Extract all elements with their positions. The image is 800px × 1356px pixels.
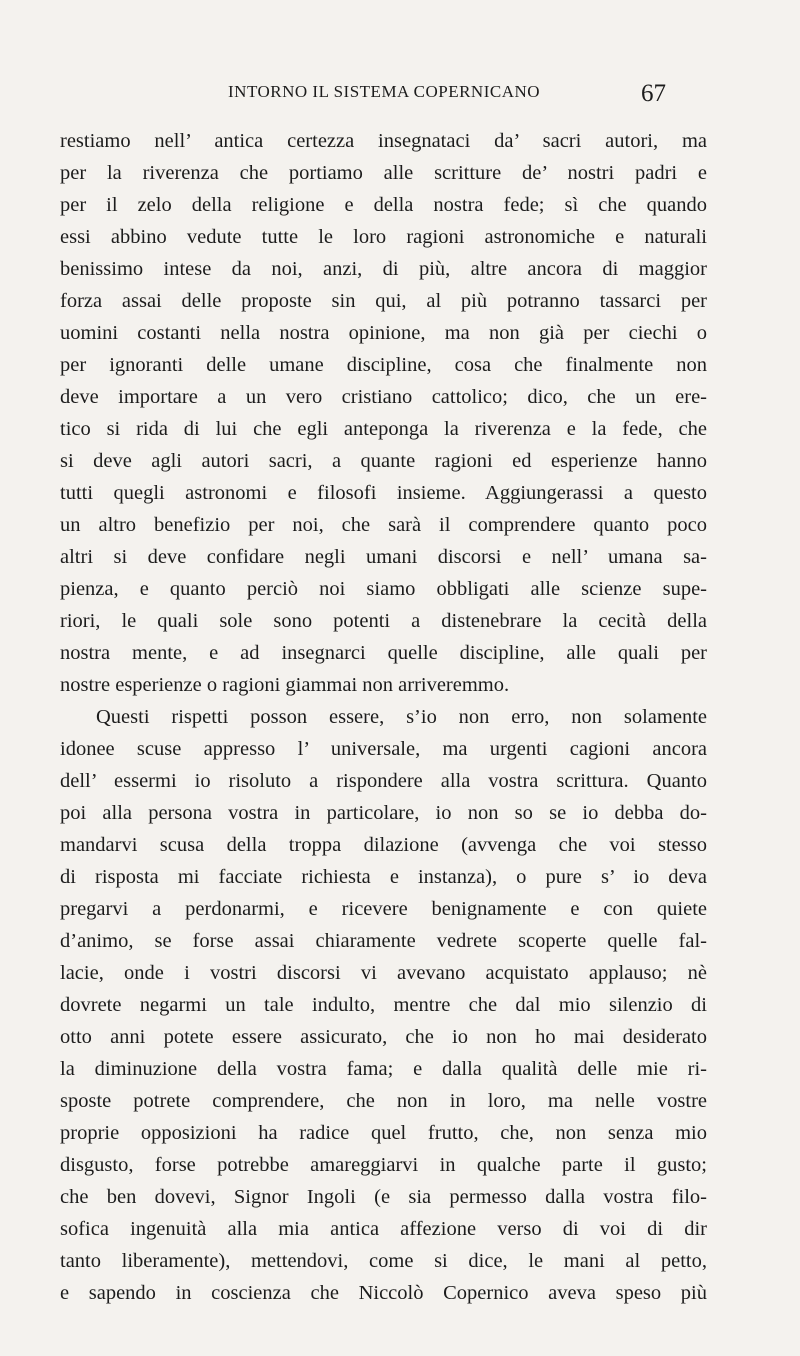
text-line: deve importare a un vero cristiano cattolico; dico, che un ere- [60,386,707,408]
text-line: per la riverenza che portiamo alle scritture de’ nostri padri e [60,162,707,184]
text-line: per il zelo della religione e della nostra fede; sì che quando [60,194,707,216]
text-line: altri si deve confidare negli umani discorsi e nell’ umana sa- [60,546,707,568]
text-line: un altro benefizio per noi, che sarà il comprendere quanto poco [60,514,707,536]
page-number: 67 [641,80,666,107]
text-line: e sapendo in coscienza che Niccolò Copernico aveva speso più [60,1282,707,1304]
text-line: la diminuzione della vostra fama; e dalla qualità delle mie ri- [60,1058,707,1080]
text-line: forza assai delle proposte sin qui, al più potranno tassarci per [60,290,707,312]
text-line: d’animo, se forse assai chiaramente vedrete scoperte quelle fal- [60,930,707,952]
text-line: tanto liberamente), mettendovi, come si dice, le mani al petto, [60,1250,707,1272]
text-line: pregarvi a perdonarmi, e ricevere benignamente e con quiete [60,898,707,920]
text-line: Questi rispetti posson essere, s’io non erro, non solamente [96,706,707,728]
text-line: idonee scuse appresso l’ universale, ma urgenti cagioni ancora [60,738,707,760]
text-line: tico si rida di lui che egli anteponga la riverenza e la fede, che [60,418,707,440]
text-line: nostre esperienze o ragioni giammai non arriveremmo. [60,674,510,696]
text-line: dell’ essermi io risoluto a rispondere alla vostra scrittura. Quanto [60,770,707,792]
text-line: mandarvi scusa della troppa dilazione (avvenga che voi stesso [60,834,707,856]
text-line: disgusto, forse potrebbe amareggiarvi in qualche parte il gusto; [60,1154,707,1176]
text-line: proprie opposizioni ha radice quel frutto, che, non senza mio [60,1122,707,1144]
text-line: sofica ingenuità alla mia antica affezione verso di voi di dir [60,1218,707,1240]
text-line: riori, le quali sole sono potenti a distenebrare la cecità della [60,610,707,632]
text-line: dovrete negarmi un tale indulto, mentre che dal mio silenzio di [60,994,707,1016]
running-title: INTORNO IL SISTEMA COPERNICANO [228,82,541,101]
text-line: di risposta mi facciate richiesta e instanza), o pure s’ io deva [60,866,707,888]
text-line: per ignoranti delle umane discipline, cosa che finalmente non [60,354,707,376]
text-line: otto anni potete essere assicurato, che io non ho mai desiderato [60,1026,707,1048]
text-line: poi alla persona vostra in particolare, io non so se io debba do- [60,802,707,824]
text-line: che ben dovevi, Signor Ingoli (e sia permesso dalla vostra filo- [60,1186,707,1208]
text-line: si deve agli autori sacri, a quante ragioni ed esperienze hanno [60,450,707,472]
text-line: essi abbino vedute tutte le loro ragioni astronomiche e naturali [60,226,707,248]
text-line: pienza, e quanto perciò noi siamo obbligati alle scienze supe- [60,578,707,600]
text-line: benissimo intese da noi, anzi, di più, altre ancora di maggior [60,258,707,280]
text-line: lacie, onde i vostri discorsi vi avevano acquistato applauso; nè [60,962,707,984]
text-line: uomini costanti nella nostra opinione, ma non già per ciechi o [60,322,707,344]
text-line: restiamo nell’ antica certezza insegnataci da’ sacri autori, ma [60,130,707,152]
text-line: sposte potrete comprendere, che non in loro, ma nelle vostre [60,1090,707,1112]
text-line: tutti quegli astronomi e filosofi insieme. Aggiungerassi a questo [60,482,707,504]
text-line: nostra mente, e ad insegnarci quelle discipline, alle quali per [60,642,707,664]
